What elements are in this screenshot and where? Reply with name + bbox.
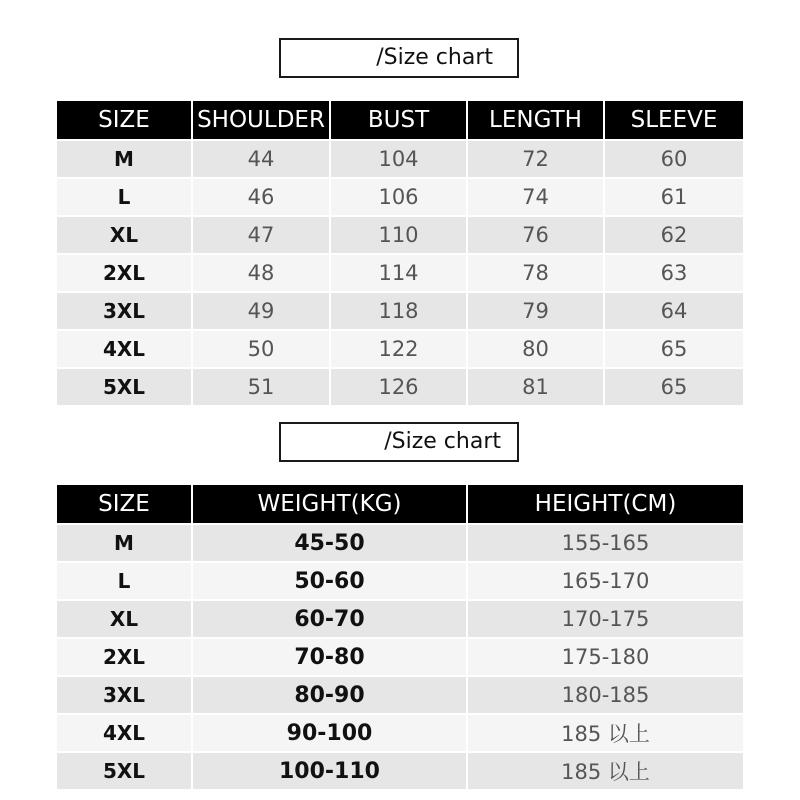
length-cell: 74 bbox=[468, 177, 605, 215]
height-cell: 155-165 bbox=[468, 523, 743, 561]
table-row bbox=[57, 599, 743, 637]
shoulder-cell: 50 bbox=[193, 329, 331, 367]
table-row bbox=[57, 215, 743, 253]
header-size: SIZE bbox=[57, 101, 193, 139]
table-row bbox=[57, 291, 743, 329]
table-row bbox=[57, 253, 743, 291]
height-cell: 185 以上 bbox=[468, 751, 743, 789]
weight-cell: 70-80 bbox=[193, 637, 468, 675]
weight-cell: 60-70 bbox=[193, 599, 468, 637]
table-header-row bbox=[57, 101, 743, 139]
weight-cell: 45-50 bbox=[193, 523, 468, 561]
table-row bbox=[57, 561, 743, 599]
shoulder-cell: 48 bbox=[193, 253, 331, 291]
sleeve-cell: 64 bbox=[605, 291, 743, 329]
weight-cell: 80-90 bbox=[193, 675, 468, 713]
shoulder-cell: 49 bbox=[193, 291, 331, 329]
weight-cell: 90-100 bbox=[193, 713, 468, 751]
bust-cell: 106 bbox=[331, 177, 468, 215]
table-row bbox=[57, 367, 743, 405]
table-row bbox=[57, 329, 743, 367]
bust-cell: 110 bbox=[331, 215, 468, 253]
bust-cell: 118 bbox=[331, 291, 468, 329]
length-cell: 79 bbox=[468, 291, 605, 329]
header-shoulder: SHOULDER bbox=[193, 101, 331, 139]
size-chart-title-2: /Size chart bbox=[279, 422, 519, 462]
size-cell: 5XL bbox=[57, 367, 193, 405]
size-cell: L bbox=[57, 177, 193, 215]
size-cell: M bbox=[57, 523, 193, 561]
length-cell: 80 bbox=[468, 329, 605, 367]
sleeve-cell: 65 bbox=[605, 367, 743, 405]
weight-cell: 50-60 bbox=[193, 561, 468, 599]
size-cell: 3XL bbox=[57, 675, 193, 713]
size-cell: 5XL bbox=[57, 751, 193, 789]
weight-height-table bbox=[57, 485, 743, 789]
bust-cell: 114 bbox=[331, 253, 468, 291]
sleeve-cell: 65 bbox=[605, 329, 743, 367]
bust-cell: 126 bbox=[331, 367, 468, 405]
size-cell: 4XL bbox=[57, 329, 193, 367]
sleeve-cell: 62 bbox=[605, 215, 743, 253]
size-cell: 4XL bbox=[57, 713, 193, 751]
header-size: SIZE bbox=[57, 485, 193, 523]
table-row bbox=[57, 637, 743, 675]
sleeve-cell: 61 bbox=[605, 177, 743, 215]
header-height: HEIGHT(CM) bbox=[468, 485, 743, 523]
length-cell: 72 bbox=[468, 139, 605, 177]
height-cell: 180-185 bbox=[468, 675, 743, 713]
shoulder-cell: 44 bbox=[193, 139, 331, 177]
height-cell: 165-170 bbox=[468, 561, 743, 599]
table-row bbox=[57, 177, 743, 215]
sleeve-cell: 63 bbox=[605, 253, 743, 291]
header-bust: BUST bbox=[331, 101, 468, 139]
header-length: LENGTH bbox=[468, 101, 605, 139]
sleeve-cell: 60 bbox=[605, 139, 743, 177]
size-cell: XL bbox=[57, 215, 193, 253]
bust-cell: 122 bbox=[331, 329, 468, 367]
table-row bbox=[57, 675, 743, 713]
size-cell: L bbox=[57, 561, 193, 599]
table-row bbox=[57, 523, 743, 561]
length-cell: 76 bbox=[468, 215, 605, 253]
size-chart-title-1: /Size chart bbox=[279, 38, 519, 78]
shoulder-cell: 51 bbox=[193, 367, 331, 405]
measurement-table bbox=[57, 101, 743, 405]
size-cell: XL bbox=[57, 599, 193, 637]
size-cell: 2XL bbox=[57, 637, 193, 675]
shoulder-cell: 46 bbox=[193, 177, 331, 215]
length-cell: 78 bbox=[468, 253, 605, 291]
height-cell: 175-180 bbox=[468, 637, 743, 675]
shoulder-cell: 47 bbox=[193, 215, 331, 253]
table-row bbox=[57, 713, 743, 751]
weight-cell: 100-110 bbox=[193, 751, 468, 789]
header-sleeve: SLEEVE bbox=[605, 101, 743, 139]
height-cell: 170-175 bbox=[468, 599, 743, 637]
length-cell: 81 bbox=[468, 367, 605, 405]
bust-cell: 104 bbox=[331, 139, 468, 177]
table-row bbox=[57, 751, 743, 789]
size-cell: M bbox=[57, 139, 193, 177]
header-weight: WEIGHT(KG) bbox=[193, 485, 468, 523]
height-cell: 185 以上 bbox=[468, 713, 743, 751]
table-header-row bbox=[57, 485, 743, 523]
table-row bbox=[57, 139, 743, 177]
size-cell: 2XL bbox=[57, 253, 193, 291]
size-cell: 3XL bbox=[57, 291, 193, 329]
